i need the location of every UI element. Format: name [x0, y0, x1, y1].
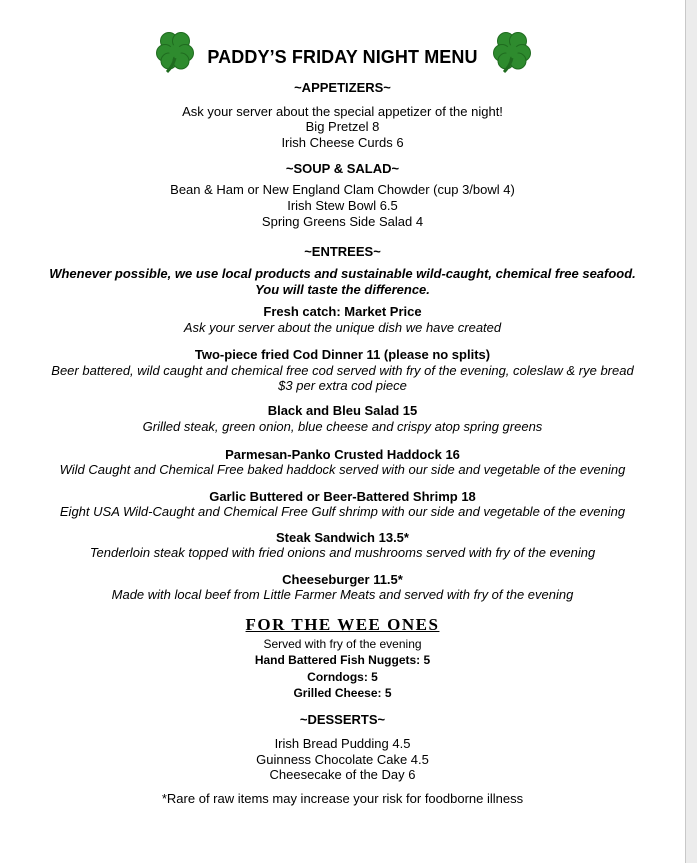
- entrees-note: Whenever possible, we use local products and sustainable wild-caught, chemical free seafood.: [49, 266, 636, 281]
- menu-item: Cheesecake of the Day 6: [269, 767, 416, 782]
- menu-item: Bean & Ham or New England Clam Chowder (cup 3/bowl 4): [170, 182, 515, 197]
- kids-item: Grilled Cheese: 5: [293, 686, 392, 700]
- menu-item: Spring Greens Side Salad 4: [261, 214, 424, 229]
- entree-name: Parmesan-Panko Crusted Haddock 16: [225, 447, 460, 462]
- page-title: PADDY’S FRIDAY NIGHT MENU: [207, 47, 478, 67]
- entree-name: Black and Bleu Salad 15: [267, 403, 418, 418]
- entree-name: Cheeseburger 11.5*: [282, 572, 403, 587]
- entree-description: Wild Caught and Chemical Free baked haddock served with our side and vegetable of the evening: [59, 462, 626, 477]
- desserts-heading: ~DESSERTS~: [299, 712, 386, 727]
- appetizers-heading: ~APPETIZERS~: [294, 80, 391, 95]
- kids-item: Hand Battered Fish Nuggets: 5: [254, 653, 431, 667]
- menu-header: [0, 30, 685, 78]
- entrees-heading: ~ENTREES~: [304, 244, 381, 259]
- entree-description: Tenderloin steak topped with fried onions and mushrooms served with fry of the evening: [89, 545, 596, 560]
- soup-salad-heading: ~SOUP & SALAD~: [285, 161, 400, 176]
- entree-description: Beer battered, wild caught and chemical free cod served with fry of the evening, coleslaw & rye bread: [51, 363, 634, 378]
- entree-name: Two-piece fried Cod Dinner 11 (please no splits): [194, 347, 491, 362]
- entree-description: $3 per extra cod piece: [278, 378, 407, 393]
- page-edge: [686, 0, 697, 863]
- menu-item: Irish Bread Pudding 4.5: [274, 736, 411, 751]
- entree-description: Eight USA Wild-Caught and Chemical Free Gulf shrimp with our side and vegetable of the evening: [59, 504, 626, 519]
- entree-name: Fresh catch: Market Price: [263, 304, 422, 319]
- appetizers-note: Ask your server about the special appetizer of the night!: [182, 104, 503, 119]
- menu-item: Guinness Chocolate Cake 4.5: [256, 752, 429, 767]
- entree-name: Garlic Buttered or Beer-Battered Shrimp 18: [209, 489, 476, 504]
- kids-item: Corndogs: 5: [307, 670, 378, 684]
- entree-name: Steak Sandwich 13.5*: [276, 530, 409, 545]
- wee-ones-subtitle: Served with fry of the evening: [263, 637, 422, 651]
- entrees-note: You will taste the difference.: [255, 282, 430, 297]
- wee-ones-heading: FOR THE WEE ONES: [245, 615, 440, 634]
- menu-item: Irish Stew Bowl 6.5: [287, 198, 398, 213]
- disclaimer: *Rare of raw items may increase your risk for foodborne illness: [161, 791, 524, 806]
- shamrock-icon: [491, 30, 535, 74]
- menu-item: Big Pretzel 8: [305, 119, 380, 134]
- entree-description: Grilled steak, green onion, blue cheese and crispy atop spring greens: [142, 419, 543, 434]
- entree-description: Made with local beef from Little Farmer Meats and served with fry of the evening: [111, 587, 574, 602]
- entree-description: Ask your server about the unique dish we have created: [183, 320, 502, 335]
- menu-item: Irish Cheese Curds 6: [281, 135, 404, 150]
